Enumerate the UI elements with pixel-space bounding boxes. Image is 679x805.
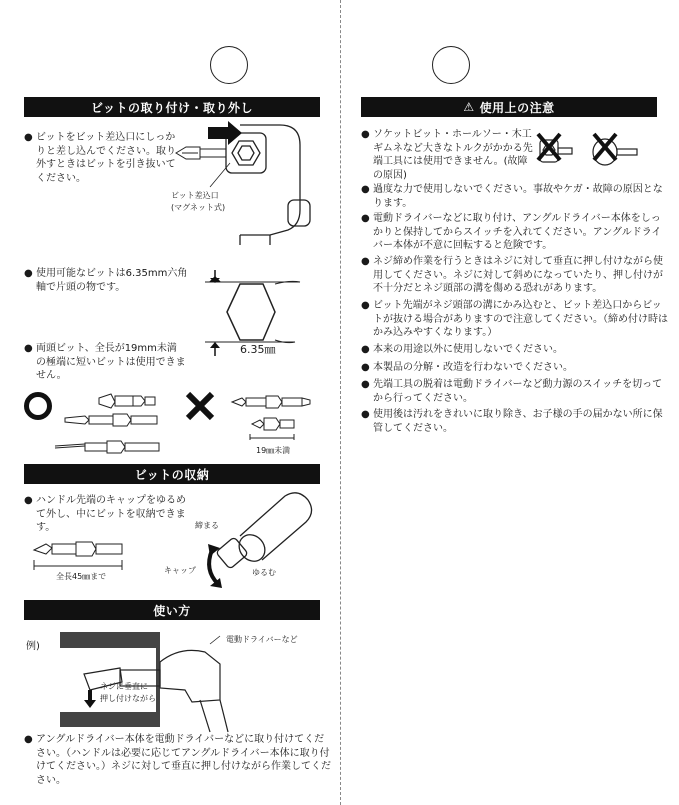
- ok-bits-illustration: [55, 392, 165, 467]
- hang-hole-right: [432, 46, 470, 84]
- short-bit-label: 19㎜未満: [256, 446, 291, 455]
- usage-illustration: [60, 632, 300, 732]
- ng-mark-icon: [184, 390, 216, 422]
- loosen-label: ゆるむ: [252, 568, 276, 577]
- tighten-label: 締まる: [195, 521, 219, 530]
- ng-bits-illustration: [230, 392, 320, 442]
- attach-instruction: ● ビットをビット差込口にしっかりと差し込んでください。取り外すときはビットを引き抜いてください。: [24, 131, 176, 185]
- storage-instruction: ● ハンドル先端のキャップをゆるめて外し、中にビットを収納できます。: [24, 494, 186, 535]
- caution-item-3: ● 電動ドライバーなどに取り付け、アングルドライバー本体をしっかりと保持してからスイッチを入れてください。アングルドライバー本体が不意に回転すると危険です。: [361, 212, 669, 253]
- usage-instruction: ● アングルドライバー本体を電動ドライバーなどに取り付けてください。（ハンドルは必要に応じてアングルドライバー本体に取り付けてください。）ネジに対して垂直に押し付けながら作業してください。: [24, 733, 332, 787]
- usable-bit-note: ● 使用可能なビットは6.35mm六角軸で片頭の物です。: [24, 267, 196, 294]
- ok-mark-icon: [24, 392, 52, 420]
- cap-storage-illustration: [180, 488, 320, 598]
- section-title-usage: 使い方: [24, 600, 320, 620]
- hex-size-label: 6.35㎜: [240, 343, 276, 356]
- angle-head-illustration: [170, 115, 330, 245]
- caution-item-9: ● 使用後は汚れをきれいに取り除き、お子様の手の届かない所に保管してください。: [361, 408, 669, 435]
- caution-item-2: ● 過度な力で使用しないでください。事故やケガ・故障の原因となります。: [361, 183, 669, 210]
- press-label-1: ネジに垂直に: [100, 682, 148, 691]
- fold-line: [340, 0, 341, 805]
- example-label: 例): [26, 641, 40, 652]
- press-label-2: 押し付けながら: [100, 694, 156, 703]
- caution-item-5: ● ビット先端がネジ頭部の溝にかみ込むと、ビット差込口からビットが抜ける場合がありますので注意してください。（締め付け時はかみ込みやすくなります。）: [361, 299, 669, 340]
- socket-label-sub: (マグネット式): [171, 203, 226, 212]
- caution-item-1: ● ソケットビット・ホールソー・木工ギムネなど大きなトルクがかかる先端工具には使用できません。(故障の原因): [361, 128, 537, 182]
- section-title-attach: ビットの取り付け・取り外し: [24, 97, 320, 117]
- caution-item-7: ● 本製品の分解・改造を行わないでください。: [361, 361, 669, 375]
- caution-item-8: ● 先端工具の脱着は電動ドライバーなど動力源のスイッチを切ってから行ってください。: [361, 378, 669, 405]
- caution-item-4: ● ネジ締め作業を行うときはネジに対して垂直に押し付けながら使用してください。ネジに対して斜めになっていたり、押し付けが不十分だとネジ頭部の溝を傷める恐れがあります。: [361, 255, 669, 296]
- hang-hole-left: [210, 46, 248, 84]
- caution-item-6: ● 本来の用途以外に使用しないでください。: [361, 343, 669, 357]
- length-limit-label: 全長45㎜まで: [56, 572, 107, 581]
- driver-label: 電動ドライバーなど: [226, 635, 298, 644]
- cap-label: キャップ: [164, 566, 196, 575]
- warning-icon: ⚠: [463, 100, 475, 114]
- section-title-caution: [361, 97, 657, 117]
- socket-label: ビット差込口: [171, 191, 219, 200]
- section-title-storage: ビットの収納: [24, 464, 320, 484]
- unusable-bit-note: ● 両頭ビット、全長が19mm未満の極端に短いビットは使用できません。: [24, 342, 186, 383]
- forbidden-tools-illustration: [530, 130, 650, 180]
- caution-title-text: 使用上の注意: [479, 100, 555, 115]
